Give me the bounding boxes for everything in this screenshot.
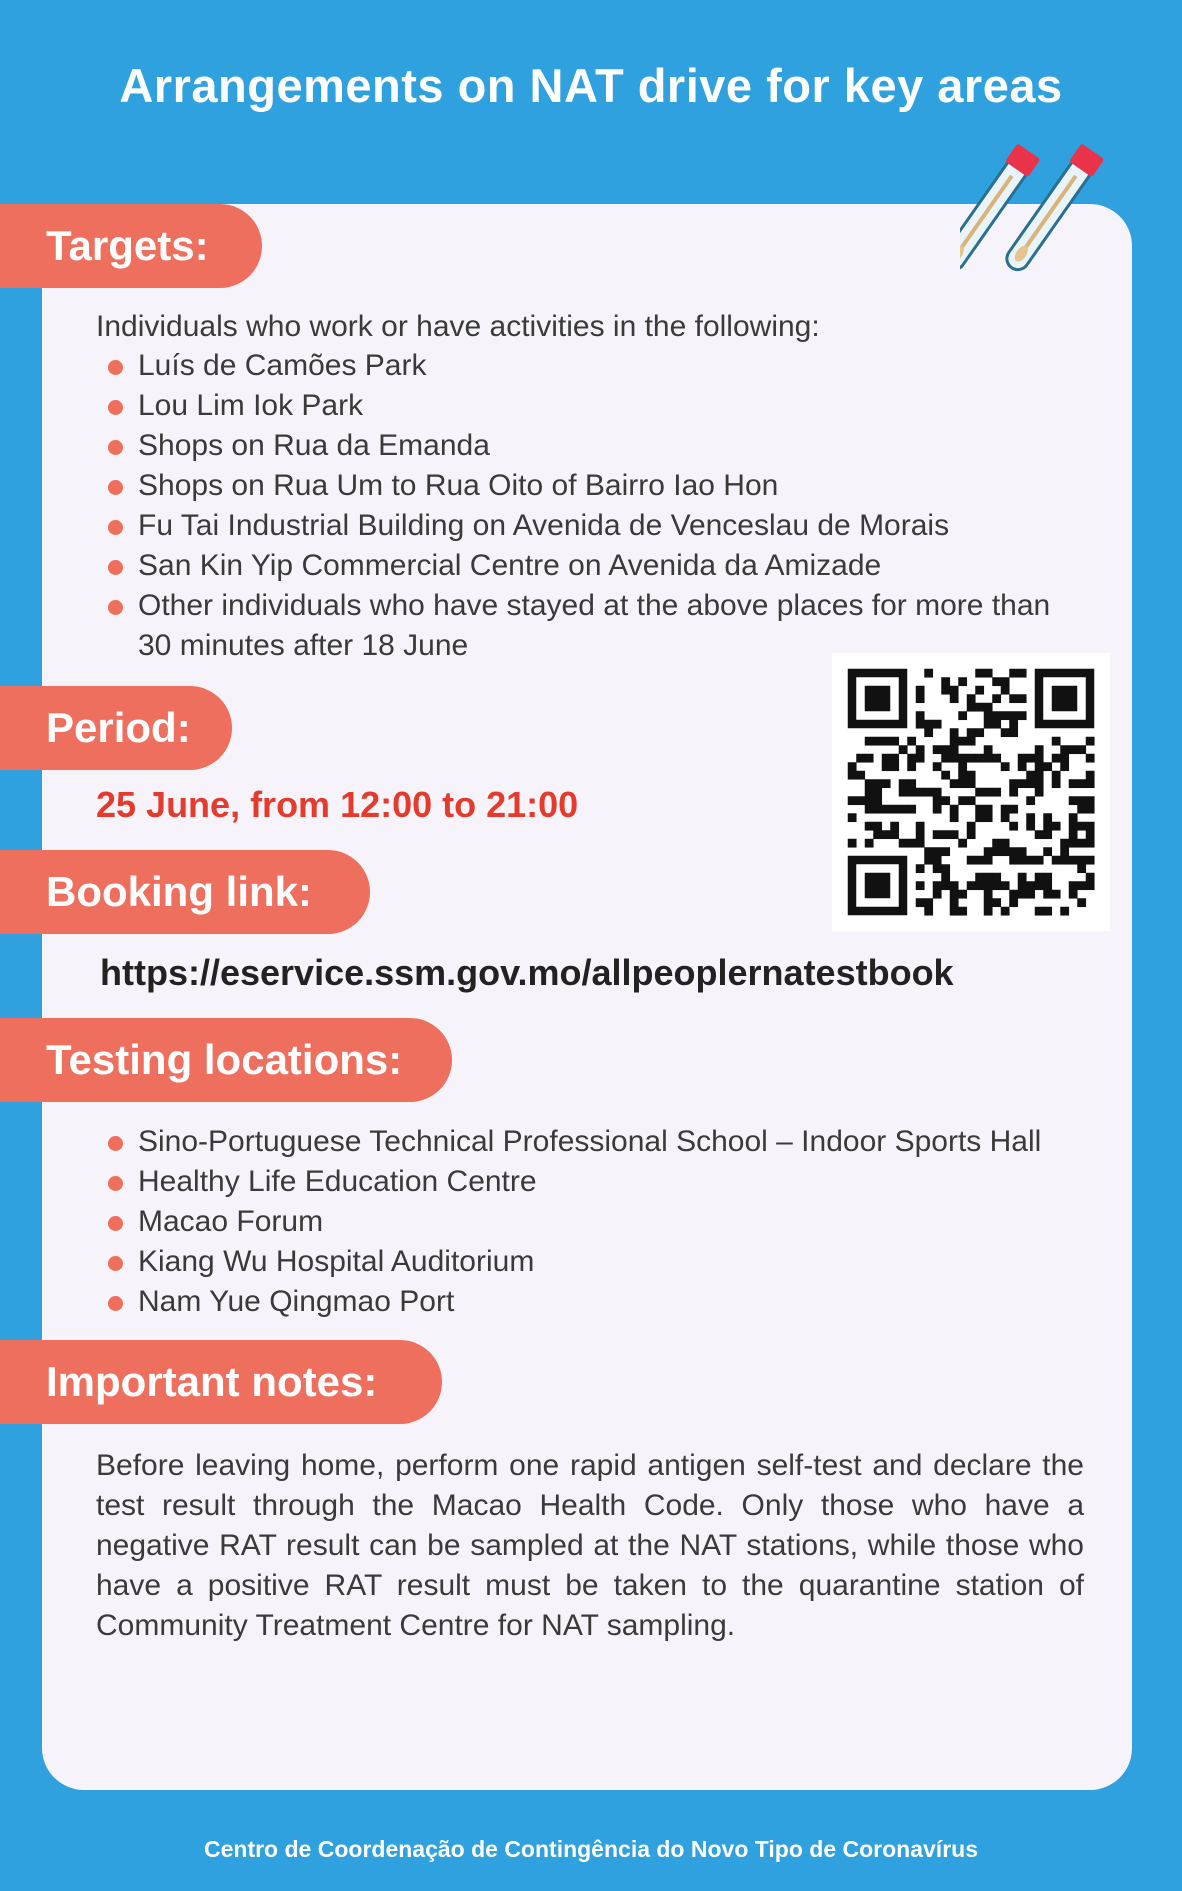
list-item: Lou Lim Iok Park [108, 386, 1088, 426]
list-item: Shops on Rua da Emanda [108, 426, 1088, 466]
bullet-icon [108, 1216, 123, 1231]
notes-text: Before leaving home, perform one rapid antigen self-test and declare the test result through the Macao Health Code. Only those who have a negative RAT result can be sampled at the NAT stations, while those who have a positive RAT result must be taken to the quarantine station of Community Treatment Centre for NAT sampling. [96, 1449, 1084, 1642]
list-item: Macao Forum [108, 1202, 1088, 1242]
bullet-icon [108, 1256, 123, 1271]
bullet-icon [108, 360, 123, 375]
bullet-icon [108, 480, 123, 495]
list-item: Nam Yue Qingmao Port [108, 1282, 1088, 1322]
list-item: Luís de Camões Park [108, 346, 1088, 386]
list-item: Other individuals who have stayed at the above places for more than 30 minutes after 18 June [108, 586, 1088, 666]
qr-code-icon[interactable] [832, 653, 1110, 931]
list-item: San Kin Yip Commercial Centre on Avenida da Amizade [108, 546, 1088, 586]
notes-heading: Important notes: [0, 1340, 442, 1424]
bullet-icon [108, 1136, 123, 1151]
period-heading: Period: [0, 686, 232, 770]
list-item: Sino-Portuguese Technical Professional School – Indoor Sports Hall [108, 1122, 1088, 1162]
page-title: Arrangements on NAT drive for key areas [119, 59, 1063, 112]
locations-heading: Testing locations: [0, 1018, 452, 1102]
list-item: Fu Tai Industrial Building on Avenida de Venceslau de Morais [108, 506, 1088, 546]
bullet-icon [108, 440, 123, 455]
period-value: 25 June, from 12:00 to 21:00 [96, 784, 579, 825]
bullet-icon [108, 560, 123, 575]
targets-heading: Targets: [0, 204, 262, 288]
list-item: Healthy Life Education Centre [108, 1162, 1088, 1202]
locations-list [108, 1122, 1088, 1322]
targets-list [108, 346, 1088, 666]
booking-heading: Booking link: [0, 850, 370, 934]
list-item: Kiang Wu Hospital Auditorium [108, 1242, 1088, 1282]
bullet-icon [108, 600, 123, 615]
list-item: Shops on Rua Um to Rua Oito of Bairro Iao Hon [108, 466, 1088, 506]
bullet-icon [108, 1176, 123, 1191]
booking-link[interactable]: https://eservice.ssm.gov.mo/allpeoplernatestbook [100, 952, 954, 993]
bullet-icon [108, 520, 123, 535]
bullet-icon [108, 1296, 123, 1311]
footer-credit: Centro de Coordenação de Contingência do Novo Tipo de Coronavírus [204, 1836, 978, 1862]
test-tube-icon [960, 135, 1140, 295]
targets-intro: Individuals who work or have activities in the following: [96, 310, 820, 343]
bullet-icon [108, 400, 123, 415]
